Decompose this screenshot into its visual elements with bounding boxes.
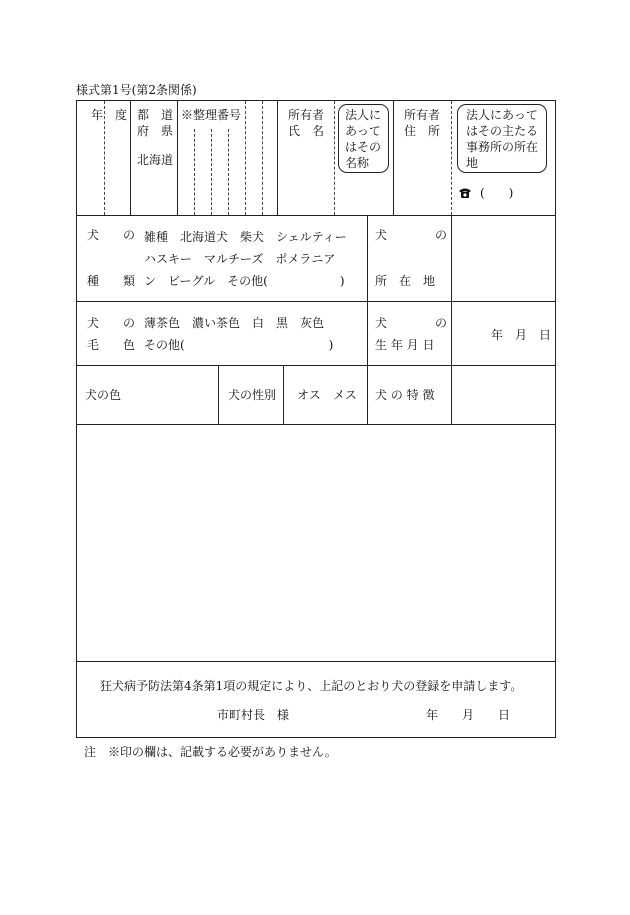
- coat-label-bottom: 毛 色: [87, 338, 136, 352]
- year-dash-divider: [104, 101, 105, 215]
- sex-options: オス メス: [297, 388, 357, 402]
- seiri-dash-divider: [245, 101, 246, 215]
- coat-label-top: 犬 の: [87, 316, 136, 330]
- breed-label-top: 犬 の: [87, 228, 136, 242]
- footnote: 注 ※印の欄は、記載する必要がありません。: [84, 745, 337, 759]
- seiri-dash-divider: [194, 129, 195, 215]
- row-divider-header: [77, 215, 555, 216]
- sex-label: 犬の性別: [228, 388, 277, 402]
- location-label-top: 犬 の: [375, 228, 448, 242]
- birth-date-value: 年 月 日: [491, 328, 552, 342]
- col-divider-right: [451, 215, 452, 365]
- year-label-1: 年: [91, 108, 104, 122]
- phone-parentheses: ( ): [480, 186, 514, 200]
- breed-options-line1: 雑種 北海道犬 柴犬 シェルティー: [144, 230, 347, 244]
- declaration-date: 年 月 日: [426, 708, 511, 722]
- registration-form: [76, 100, 556, 738]
- breed-label-bottom: 種 類: [87, 274, 136, 288]
- year-label-2: 度: [115, 108, 128, 122]
- breed-options-line2: ハスキー マルチーズ ポメラニア: [144, 252, 336, 266]
- phone-icon: [458, 187, 472, 199]
- breed-options-line3: ン ビーグル その他( ): [144, 274, 345, 288]
- corp-name-note: 法人に あって はその 名称: [345, 108, 382, 170]
- owner-name-label-line1: 所有者: [288, 108, 325, 122]
- owner-name-label-line2: 氏 名: [288, 124, 325, 138]
- col-divider-mid: [367, 215, 368, 365]
- col-divider-sex: [283, 365, 284, 424]
- declaration-text: 狂犬病予防法第4条第1項の規定により、上記のとおり犬の登録を申請します。: [100, 679, 523, 693]
- row-divider-breed: [77, 301, 555, 302]
- form-caption: 様式第1号(第2条関係): [76, 83, 197, 97]
- col-divider-feature: [367, 365, 368, 424]
- corp-office-note: 法人にあって はその主たる 事務所の所在 地: [466, 108, 539, 170]
- row-divider-remarks: [77, 661, 555, 662]
- seiri-dash-divider: [211, 129, 212, 215]
- owner-address-label-line1: 所有者: [404, 108, 441, 122]
- header-col-divider: [393, 101, 394, 215]
- birth-label-bottom: 生 年 月 日: [375, 338, 435, 352]
- location-label-bottom: 所 在 地: [375, 274, 436, 288]
- prefecture-value: 北海道: [137, 153, 174, 167]
- col-divider-color: [218, 365, 219, 424]
- header-col-divider: [130, 101, 131, 215]
- coat-options-line2: その他( ): [144, 338, 334, 352]
- seiri-dash-divider: [262, 101, 263, 215]
- birth-label-top: 犬 の: [375, 316, 448, 330]
- row-divider-coat: [77, 365, 555, 366]
- color-label: 犬の色: [85, 388, 122, 402]
- col-divider-feature-value: [451, 365, 452, 424]
- seiri-dash-divider: [228, 129, 229, 215]
- feature-label: 犬 の 特 徴: [375, 388, 435, 402]
- row-divider-color: [77, 424, 555, 425]
- owner-name-dash-divider: [334, 101, 335, 215]
- prefecture-label-line1: 都 道: [137, 108, 174, 122]
- header-col-divider: [177, 101, 178, 215]
- owner-address-label-line2: 住 所: [404, 124, 441, 138]
- coat-options-line1: 薄茶色 濃い茶色 白 黒 灰色: [144, 316, 325, 330]
- declaration-addressee: 市町村長 様: [217, 708, 290, 722]
- seiri-number-label: ※整理番号: [181, 108, 242, 122]
- prefecture-label-line2: 府 県: [137, 124, 174, 138]
- header-col-divider: [277, 101, 278, 215]
- owner-addr-dash-divider: [451, 101, 452, 215]
